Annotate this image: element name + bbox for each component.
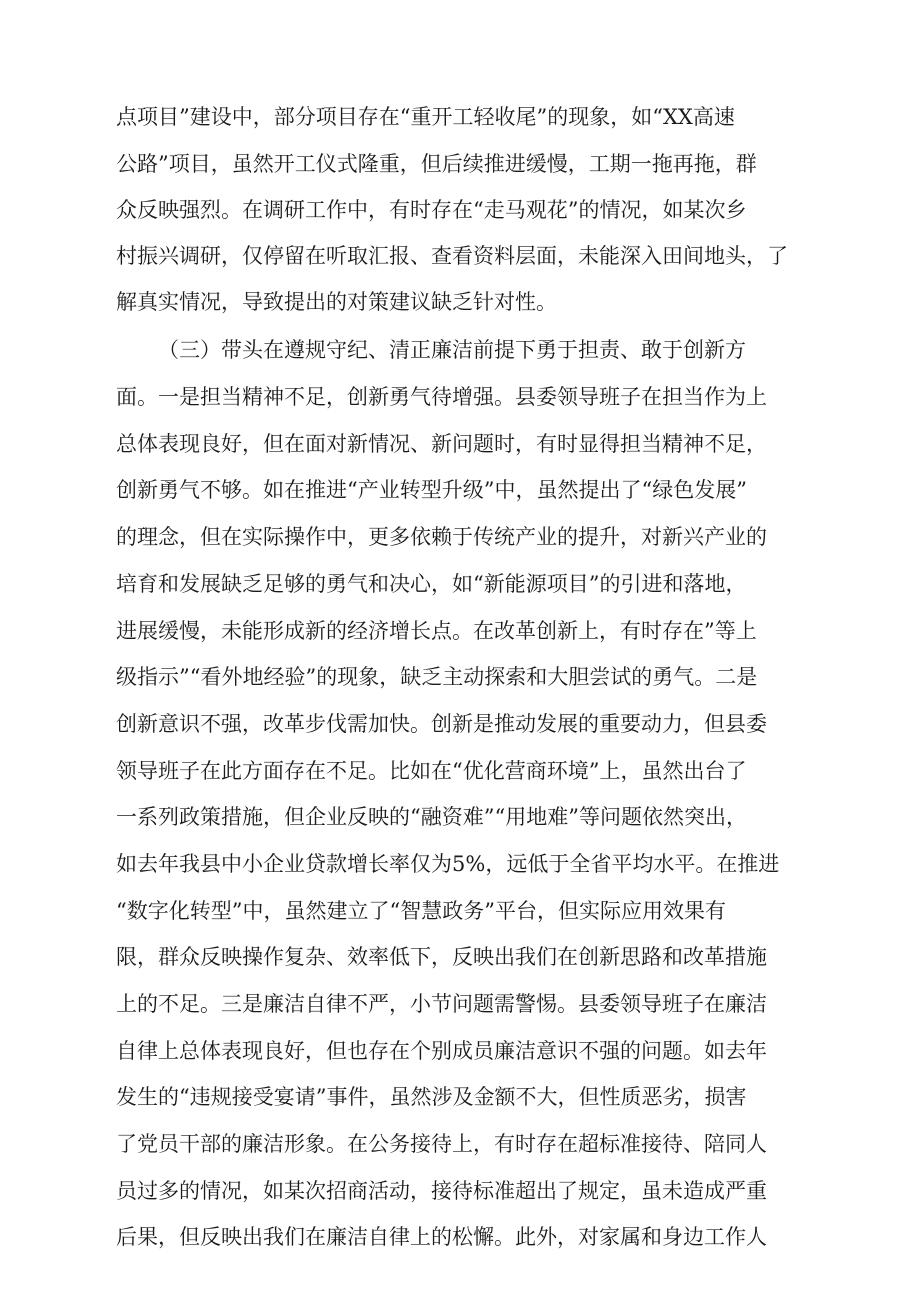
text-line: 自律上总体表现良好，但也存在个别成员廉洁意识不强的问题。如去年	[116, 1039, 767, 1063]
text-line: 公路”项目，虽然开工仪式隆重，但后续推进缓慢，工期一拖再拖，群	[116, 152, 757, 176]
text-line: 总体表现良好，但在面对新情况、新问题时，有时显得担当精神不足，	[116, 432, 767, 456]
text-line: 领导班子在此方面存在不足。比如在“优化营商环境”上，虽然出台了	[116, 759, 747, 783]
text-line: 培育和发展缺乏足够的勇气和决心，如“新能源项目”的引进和落地，	[116, 572, 747, 596]
text-line: 限，群众反映操作复杂、效率低下，反映出我们在创新思路和改革措施	[116, 945, 767, 969]
text-line: 级指示”“看外地经验”的现象，缺乏主动探索和大胆尝试的勇气。二是	[116, 665, 758, 689]
text-line: 面。一是担当精神不足，创新勇气待增强。县委领导班子在担当作为上	[116, 385, 767, 409]
text-line: 如去年我县中小企业贷款增长率仅为5%，远低于全省平均水平。在推进	[116, 852, 780, 876]
text-line: 创新勇气不够。如在推进“产业转型升级”中，虽然提出了“绿色发展”	[116, 478, 747, 502]
text-line: 解真实情况，导致提出的对策建议缺乏针对性。	[116, 290, 557, 314]
text-line: 一系列政策措施，但企业反映的“融资难”“用地难”等问题依然突出，	[116, 805, 747, 829]
text-line: 创新意识不强，改革步伐需加快。创新是推动发展的重要动力，但县委	[116, 712, 767, 736]
section-heading-line: （三）带头在遵规守纪、清正廉洁前提下勇于担责、敢于创新方	[158, 338, 746, 362]
text-line: 了党员干部的廉洁形象。在公务接待上，有时存在超标准接待、陪同人	[116, 1132, 767, 1156]
text-line: 发生的“违规接受宴请”事件，虽然涉及金额不大，但性质恶劣，损害	[116, 1085, 747, 1109]
text-line: 众反映强烈。在调研工作中，有时存在“走马观花”的情况，如某次乡	[116, 198, 747, 222]
text-line: 后果，但反映出我们在廉洁自律上的松懈。此外，对家属和身边工作人	[116, 1225, 767, 1249]
text-line: 的理念，但在实际操作中，更多依赖于传统产业的提升，对新兴产业的	[116, 525, 767, 549]
text-line: 员过多的情况，如某次招商活动，接待标准超出了规定，虽未造成严重	[116, 1179, 767, 1203]
text-line: 进展缓慢，未能形成新的经济增长点。在改革创新上，有时存在”等上	[116, 619, 757, 643]
text-line: “数字化转型”中，虽然建立了“智慧政务”平台，但实际应用效果有	[116, 899, 726, 923]
text-line: 上的不足。三是廉洁自律不严，小节问题需警惕。县委领导班子在廉洁	[116, 992, 767, 1016]
text-line: 点项目”建设中，部分项目存在“重开工轻收尾”的现象，如“XX高速	[116, 105, 735, 129]
text-line: 村振兴调研，仅停留在听取汇报、查看资料层面，未能深入田间地头，了	[116, 244, 788, 268]
